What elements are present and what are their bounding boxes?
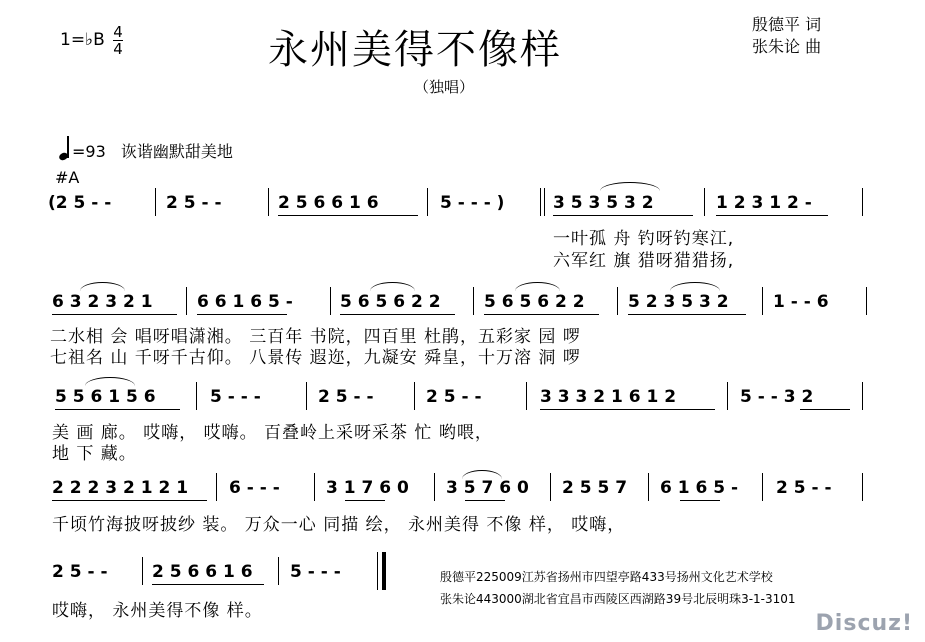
beam	[340, 314, 455, 315]
bar-line	[762, 473, 763, 501]
lyric-verse-1: 美 画 廊。 哎嗨， 哎嗨。 百叠岭上采呀采茶 忙 哟喂，	[52, 423, 493, 443]
song-title: 永州美得不像样	[268, 27, 562, 73]
measure: 2 5 - -	[426, 387, 482, 407]
beam	[484, 314, 599, 315]
beam	[52, 314, 177, 315]
bar-line	[617, 287, 618, 315]
forum-watermark: Discuz!	[815, 611, 913, 636]
beam	[628, 314, 746, 315]
bar-line	[155, 188, 156, 216]
final-bar-thick	[382, 552, 386, 590]
tempo-marking	[58, 136, 233, 164]
bar-line	[278, 557, 279, 585]
bar-line	[314, 473, 315, 501]
lyric-verse-2: 七祖名 山 千呀千古仰。 八景传 遐迩，九凝安 舜皇，十万溶 洞 啰	[50, 348, 581, 368]
composer: 张朱论 曲	[752, 37, 822, 56]
bar-line	[142, 557, 143, 585]
measure: 2 5 - -	[776, 478, 832, 498]
slur	[670, 282, 720, 291]
beam	[345, 500, 385, 501]
measure: 3 5 7 6 0	[446, 478, 529, 498]
measure: 2 5 - -	[166, 193, 222, 213]
beam	[716, 215, 828, 216]
bar-line	[866, 287, 867, 315]
beam	[465, 500, 505, 501]
beam	[278, 215, 418, 216]
measure: 6 3 2 3 2 1	[52, 292, 153, 312]
lyric-verse-2: 六军红 旗 猎呀猎猎扬,	[553, 251, 735, 271]
measure: 2 5 5 7	[562, 478, 628, 498]
lyricist: 殷德平 词	[752, 15, 822, 34]
measure: 2 5 6 6 1 6	[278, 193, 379, 213]
bar-line	[862, 473, 863, 501]
time-signature	[113, 24, 123, 57]
slur	[515, 282, 560, 291]
bar-line	[544, 188, 545, 216]
lyric-verse-1: 千顷竹海披呀披纱 装。 万众一心 同描 绘， 永州美得 不像 样， 哎嗨，	[52, 515, 626, 535]
beam	[197, 314, 287, 315]
measure: 2 5 - -	[52, 562, 108, 582]
bar-line	[268, 188, 269, 216]
tempo-value: =93	[72, 142, 106, 161]
lyric-verse-1: 二水相 会 唱呀唱潇湘。 三百年 书院，四百里 杜鹃，五彩家 园 啰	[50, 327, 581, 347]
measure: 5 6 5 6 2 2	[484, 292, 585, 312]
beam	[800, 409, 850, 410]
quarter-note-icon	[58, 136, 72, 162]
lyric-verse-1: 一叶孤 舟 钓呀钓寒江,	[553, 229, 735, 249]
meter-bottom: 4	[113, 40, 123, 58]
measure: 1 - - 6	[773, 292, 829, 312]
bar-line	[427, 188, 428, 216]
slur	[80, 282, 125, 291]
bar-line	[473, 287, 474, 315]
lyric-verse-1: 哎嗨， 永州美得不像 样。	[52, 601, 263, 621]
lyric-verse-2: 地 下 藏。	[52, 444, 137, 464]
key-change: #A	[55, 168, 80, 187]
composer-address: 张朱论443000湖北省宜昌市西陵区西湖路39号北辰明珠3-1-3101	[440, 592, 796, 606]
beam	[680, 500, 720, 501]
bar-line	[186, 287, 187, 315]
measure: 5 - - 3 2	[740, 387, 814, 407]
measure: 2 5 6 6 1 6	[152, 562, 253, 582]
measure: 5 - - -	[210, 387, 261, 407]
bar-line	[862, 382, 863, 410]
measure: 3 5 3 5 3 2	[553, 193, 654, 213]
meter-top: 4	[113, 23, 123, 41]
measure: 5 - - - )	[440, 193, 505, 213]
bar-line	[216, 473, 217, 501]
bar-line	[648, 473, 649, 501]
song-subtitle: （独唱）	[414, 78, 475, 96]
beam	[540, 409, 715, 410]
measure: 5 2 3 5 3 2	[628, 292, 729, 312]
measure: 6 6 1 6 5 -	[197, 292, 293, 312]
slur	[462, 470, 502, 479]
bar-line	[330, 287, 331, 315]
bar-line	[704, 188, 705, 216]
measure: 2 5 - -	[318, 387, 374, 407]
slur	[85, 377, 135, 386]
measure: 2 2 2 3 2 1 2 1	[52, 478, 189, 498]
beam	[152, 584, 264, 585]
measure: 5 6 5 6 2 2	[340, 292, 441, 312]
beam	[52, 500, 207, 501]
credits	[752, 14, 821, 58]
bar-line	[762, 287, 763, 315]
beam	[55, 409, 180, 410]
bar-line	[414, 382, 415, 410]
bar-line	[526, 382, 527, 410]
bar-line	[727, 382, 728, 410]
measure: 3 3 3 2 1 6 1 2	[540, 387, 677, 407]
key-signature: 1=♭B	[60, 30, 105, 50]
expression-text: 诙谐幽默甜美地	[120, 142, 233, 161]
bar-line	[306, 382, 307, 410]
measure: 1 2 3 1 2 -	[716, 193, 812, 213]
lyricist-address: 殷德平225009江苏省扬州市四望亭路433号扬州文化艺术学校	[440, 570, 773, 584]
bar-line	[862, 188, 863, 216]
bar-line	[196, 382, 197, 410]
measure: 3 1 7 6 0	[326, 478, 409, 498]
bar-line	[434, 473, 435, 501]
measure: 5 - - -	[290, 562, 341, 582]
measure: 6 1 6 5 -	[660, 478, 739, 498]
beam	[553, 215, 693, 216]
final-bar-thin	[377, 552, 378, 590]
slur	[370, 282, 415, 291]
bar-line	[540, 188, 541, 216]
slur	[600, 182, 660, 191]
measure: 5 5 6 1 5 6	[55, 387, 156, 407]
measure: 6 - - -	[229, 478, 280, 498]
measure: (2 5 - -	[48, 193, 112, 213]
bar-line	[550, 473, 551, 501]
